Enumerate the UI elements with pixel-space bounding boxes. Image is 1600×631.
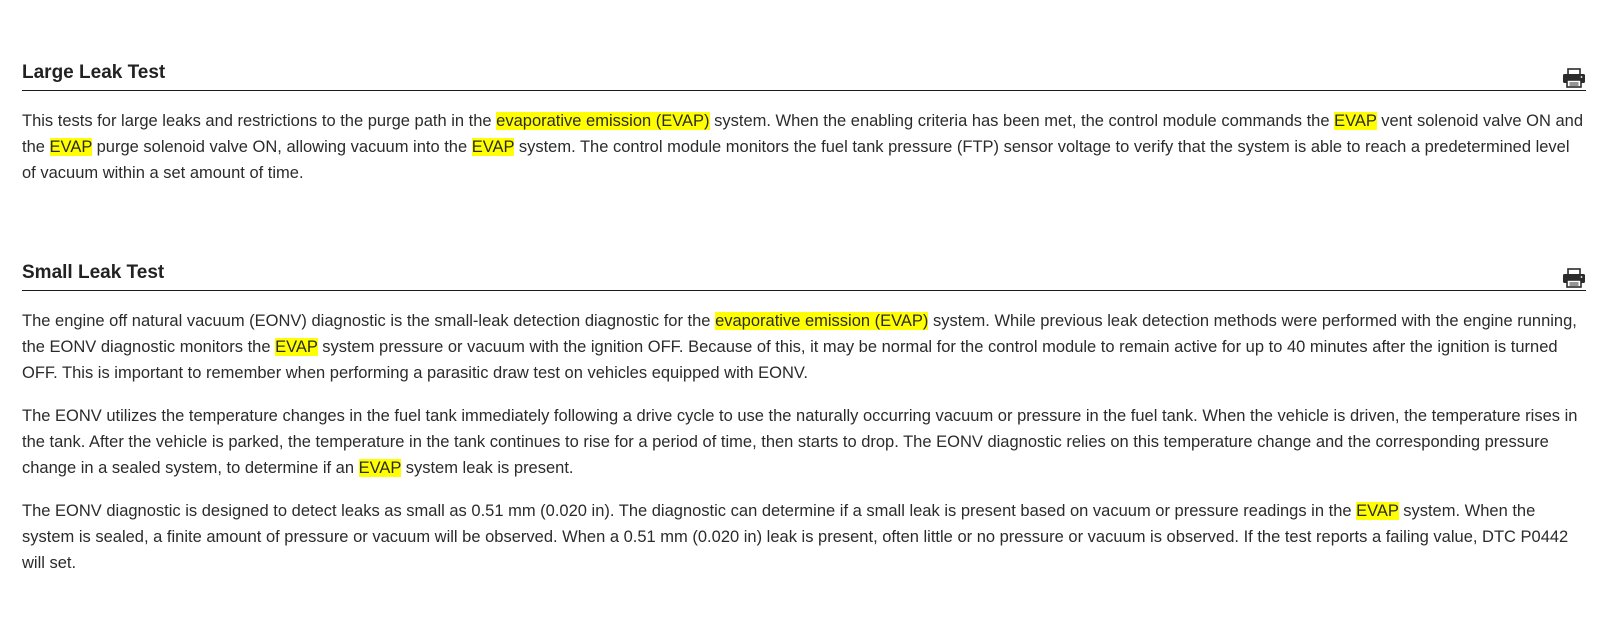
printer-icon-glyph <box>1562 268 1586 288</box>
paragraph <box>22 403 1586 481</box>
section-body <box>22 91 1586 186</box>
paragraph-text: system. While previous leak detection methods were performed with the engine running, the EONV diagnostic monitors the <box>22 312 1577 356</box>
paragraph-text: vent solenoid valve ON and the <box>22 112 1583 156</box>
highlighted-term: EVAP <box>358 459 402 477</box>
paragraph <box>22 498 1586 576</box>
highlighted-term: EVAP <box>275 338 318 356</box>
highlighted-term: EVAP <box>471 138 515 156</box>
printer-icon-glyph <box>1562 68 1586 88</box>
section-title: Large Leak Test <box>22 62 166 83</box>
paragraph-text: system. The control module monitors the fuel tank pressure (FTP) sensor voltage to verify that the system is able to reach a predetermined level of vacuum within a set amount of time. <box>22 138 1570 182</box>
paragraph-text: The EONV diagnostic is designed to detect leaks as small as 0.51 mm (0.020 in). The diagnostic can determine if a small leak is present based on vacuum or pressure readings in the <box>22 502 1357 520</box>
paragraph-text: The engine off natural vacuum (EONV) diagnostic is the small-leak detection diagnostic for the <box>22 312 716 330</box>
paragraph-text: system. When the system is sealed, a finite amount of pressure or vacuum will be observed. When a 0.51 mm (0.020 in) leak is present, often little or no pressure or vacuum is observed. If the test reports a failing value, DTC P0442 will set. <box>22 502 1569 572</box>
section-header <box>22 60 1586 91</box>
paragraph-text: system. When the enabling criteria has been met, the control module commands the <box>709 112 1335 130</box>
highlighted-term: evaporative emission (EVAP) <box>715 312 929 330</box>
section-small-leak-test <box>22 260 1586 576</box>
highlighted-term: evaporative emission (EVAP) <box>496 112 710 130</box>
highlighted-term: EVAP <box>1356 502 1399 520</box>
paragraph-text: system leak is present. <box>401 459 574 477</box>
paragraph-text: This tests for large leaks and restrictions to the purge path in the <box>22 112 497 130</box>
section-header <box>22 260 1586 291</box>
printer-icon[interactable] <box>1562 268 1586 288</box>
section-title: Small Leak Test <box>22 262 165 283</box>
section-large-leak-test <box>22 60 1586 186</box>
paragraph-text: purge solenoid valve ON, allowing vacuum into the <box>92 138 472 156</box>
highlighted-term: EVAP <box>49 138 93 156</box>
section-body <box>22 291 1586 576</box>
printer-icon[interactable] <box>1562 68 1586 88</box>
paragraph <box>22 108 1586 186</box>
highlighted-term: EVAP <box>1334 112 1377 130</box>
paragraph-text: The EONV utilizes the temperature changes in the fuel tank immediately following a drive cycle to use the naturally occurring vacuum or pressure in the fuel tank. When the vehicle is driven, the temperature rises in the tank. After the vehicle is parked, the temperature in the tank continues to rise for a period of time, then starts to drop. The EONV diagnostic relies on this temperature change and the corresponding pressure change in a sealed system, to determine if an <box>22 407 1578 477</box>
paragraph <box>22 308 1586 386</box>
paragraph-text: system pressure or vacuum with the ignition OFF. Because of this, it may be normal for the control module to remain active for up to 40 minutes after the ignition is turned OFF. This is important to remember when performing a parasitic draw test on vehicles equipped with EONV. <box>22 338 1558 382</box>
